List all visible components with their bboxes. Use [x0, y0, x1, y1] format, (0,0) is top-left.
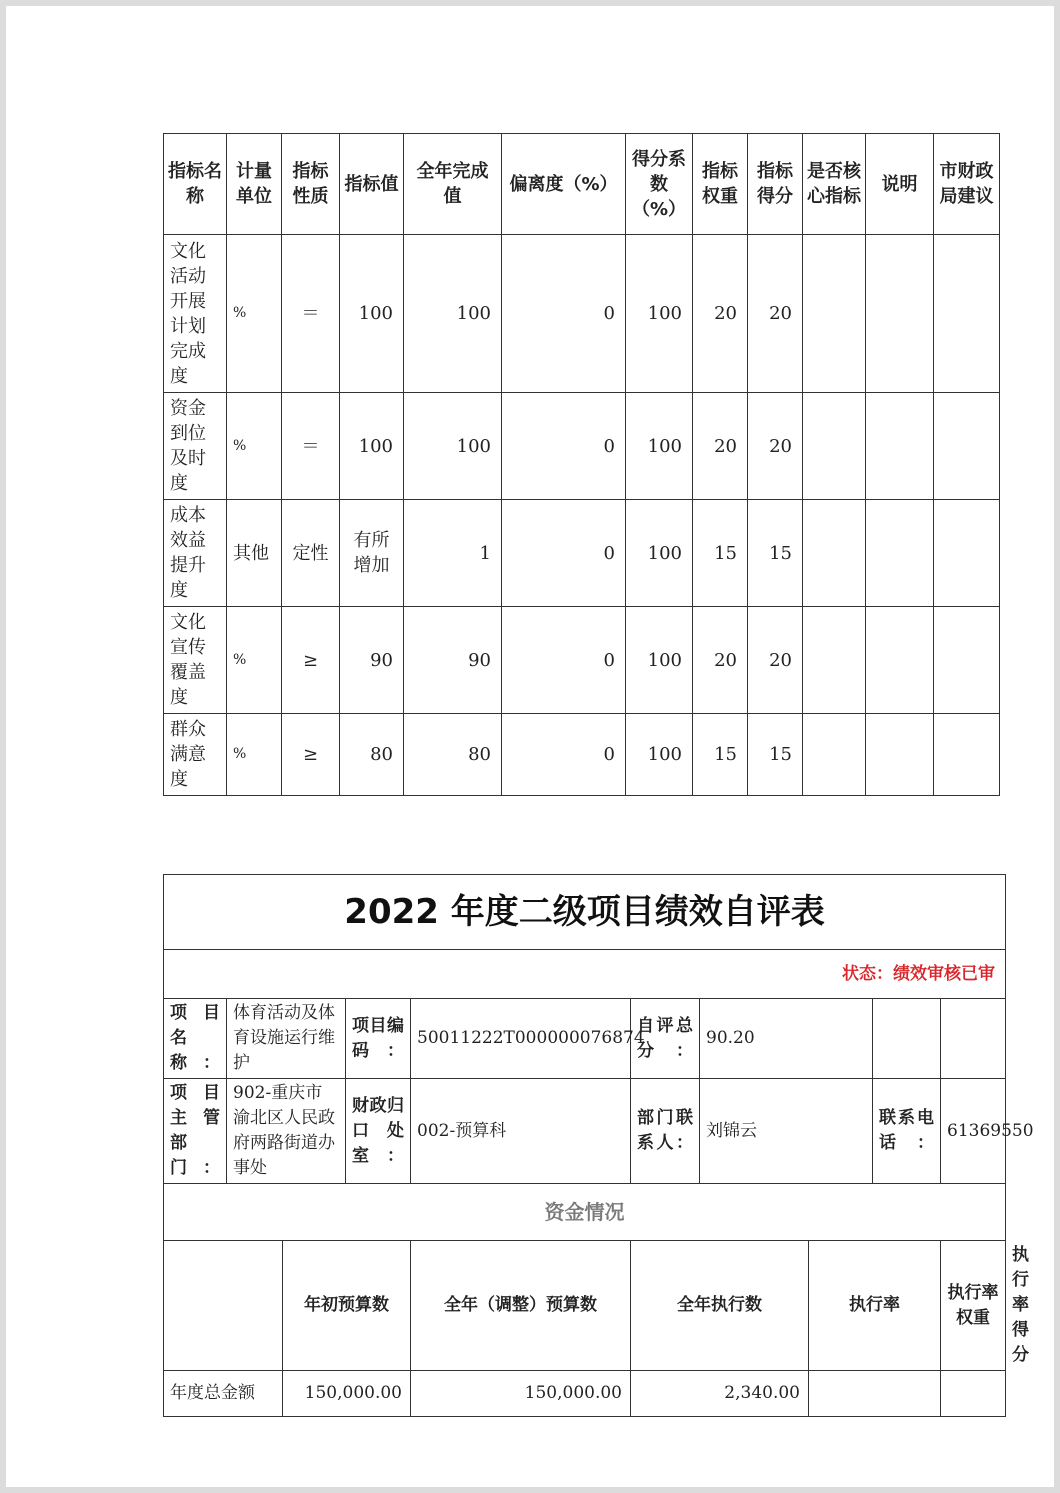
indicator-target: 90 [340, 607, 404, 714]
indicator-header-row [164, 134, 1000, 235]
indicator-name: 文化宣传覆盖度 [164, 607, 227, 714]
indicator-score: 15 [748, 714, 803, 796]
funds-header-cell: 年初预算数 [283, 1241, 411, 1371]
adjusted-budget-value: 150,000.00 [411, 1371, 631, 1417]
indicator-unit: % [227, 714, 282, 796]
header-cell: 是否核心指标 [803, 134, 866, 235]
indicator-nature: ≥ [282, 607, 340, 714]
header-cell: 指标名称 [164, 134, 227, 235]
indicator-suggestion [934, 714, 1000, 796]
funds-section-row [164, 1184, 1006, 1241]
initial-budget-value: 150,000.00 [283, 1371, 411, 1417]
empty-cell [164, 1241, 283, 1371]
contact-person-label: 部门联系人： [631, 1079, 700, 1184]
indicator-actual: 90 [404, 607, 502, 714]
funds-header-cell: 全年（调整）预算数 [411, 1241, 631, 1371]
finance-office-label: 财政归口处室： [346, 1079, 411, 1184]
indicator-score: 15 [748, 500, 803, 607]
indicator-score: 20 [748, 607, 803, 714]
indicator-deviation: 0 [502, 500, 626, 607]
table-row [164, 500, 1000, 607]
indicator-unit: % [227, 393, 282, 500]
indicator-weight: 20 [693, 607, 748, 714]
indicator-table [163, 133, 1000, 796]
total-score-label: 自评总分： [631, 999, 700, 1079]
info-row-2 [164, 1079, 1006, 1184]
form-title: 2022 年度二级项目绩效自评表 [164, 875, 1006, 950]
indicator-nature: ＝ [282, 393, 340, 500]
indicator-core [803, 235, 866, 393]
status-row [164, 950, 1006, 999]
indicator-actual: 100 [404, 235, 502, 393]
empty-cell [941, 999, 1006, 1079]
indicator-coef: 100 [626, 607, 693, 714]
table-row [164, 714, 1000, 796]
indicator-name: 成本效益提升度 [164, 500, 227, 607]
indicator-nature: ≥ [282, 714, 340, 796]
funds-row-label: 年度总金额 [164, 1371, 283, 1417]
table-row [164, 393, 1000, 500]
header-cell: 全年完成值 [404, 134, 502, 235]
indicator-score: 20 [748, 393, 803, 500]
rate-weight-value [941, 1371, 1006, 1417]
project-code-label: 项目编码： [346, 999, 411, 1079]
phone-value: 61369550 [941, 1079, 1006, 1184]
title-row [164, 875, 1006, 950]
indicator-coef: 100 [626, 500, 693, 607]
total-score-value: 90.20 [700, 999, 873, 1079]
indicator-actual: 80 [404, 714, 502, 796]
indicator-coef: 100 [626, 235, 693, 393]
header-cell: 指标性质 [282, 134, 340, 235]
header-cell: 说明 [866, 134, 934, 235]
finance-office-value: 002-预算科 [411, 1079, 631, 1184]
contact-person-value: 刘锦云 [700, 1079, 873, 1184]
department-value: 902-重庆市渝北区人民政府两路街道办事处 [227, 1079, 346, 1184]
execution-rate-value [809, 1371, 941, 1417]
indicator-weight: 20 [693, 393, 748, 500]
indicator-suggestion [934, 500, 1000, 607]
status-badge: 状态：绩效审核已审 [164, 950, 1006, 999]
indicator-coef: 100 [626, 393, 693, 500]
header-cell: 指标值 [340, 134, 404, 235]
indicator-nature: ＝ [282, 235, 340, 393]
indicator-deviation: 0 [502, 235, 626, 393]
header-cell: 指标得分 [748, 134, 803, 235]
funds-header-cell: 执行率权重 [941, 1241, 1006, 1371]
indicator-deviation: 0 [502, 607, 626, 714]
indicator-note [866, 607, 934, 714]
indicator-suggestion [934, 607, 1000, 714]
header-cell: 偏离度（%） [502, 134, 626, 235]
evaluation-form [163, 874, 1034, 1417]
indicator-deviation: 0 [502, 714, 626, 796]
funds-header-row: 年初预算数 全年（调整）预算数 全年执行数 执行率 执行率权重 执行率得分 [164, 1241, 1006, 1371]
indicator-name: 文化活动开展计划完成度 [164, 235, 227, 393]
indicator-note [866, 714, 934, 796]
project-name-label: 项目名称： [164, 999, 227, 1079]
indicator-suggestion [934, 235, 1000, 393]
indicator-name: 群众满意度 [164, 714, 227, 796]
indicator-core [803, 607, 866, 714]
funds-header-cell: 执行率 [809, 1241, 941, 1371]
indicator-target: 100 [340, 235, 404, 393]
indicator-suggestion [934, 393, 1000, 500]
indicator-weight: 20 [693, 235, 748, 393]
executed-value: 2,340.00 [631, 1371, 809, 1417]
table-row [164, 607, 1000, 714]
indicator-deviation: 0 [502, 393, 626, 500]
info-row-1 [164, 999, 1006, 1079]
table-row [164, 235, 1000, 393]
indicator-unit: % [227, 235, 282, 393]
project-name-value: 体育活动及体育设施运行维护 [227, 999, 346, 1079]
project-code-value: 50011222T000000076874 [411, 999, 631, 1079]
indicator-actual: 1 [404, 500, 502, 607]
indicator-weight: 15 [693, 714, 748, 796]
indicator-core [803, 714, 866, 796]
indicator-target: 有所增加 [340, 500, 404, 607]
indicator-core [803, 500, 866, 607]
indicator-score: 20 [748, 235, 803, 393]
indicator-coef: 100 [626, 714, 693, 796]
indicator-core [803, 393, 866, 500]
phone-label: 联系电话： [873, 1079, 941, 1184]
header-cell: 得分系数（%） [626, 134, 693, 235]
header-cell: 指标权重 [693, 134, 748, 235]
indicator-note [866, 500, 934, 607]
header-cell: 市财政局建议 [934, 134, 1000, 235]
funds-header-cell: 全年执行数 [631, 1241, 809, 1371]
funds-data-row [164, 1371, 1006, 1417]
indicator-weight: 15 [693, 500, 748, 607]
indicator-nature: 定性 [282, 500, 340, 607]
indicator-unit: 其他 [227, 500, 282, 607]
indicator-target: 80 [340, 714, 404, 796]
indicator-note [866, 393, 934, 500]
indicator-unit: % [227, 607, 282, 714]
department-label: 项目主管部门： [164, 1079, 227, 1184]
indicator-target: 100 [340, 393, 404, 500]
header-cell: 计量单位 [227, 134, 282, 235]
document-page [6, 6, 1054, 1487]
funds-section-title: 资金情况 [164, 1184, 1006, 1241]
indicator-note [866, 235, 934, 393]
indicator-actual: 100 [404, 393, 502, 500]
empty-cell [873, 999, 941, 1079]
indicator-name: 资金到位及时度 [164, 393, 227, 500]
